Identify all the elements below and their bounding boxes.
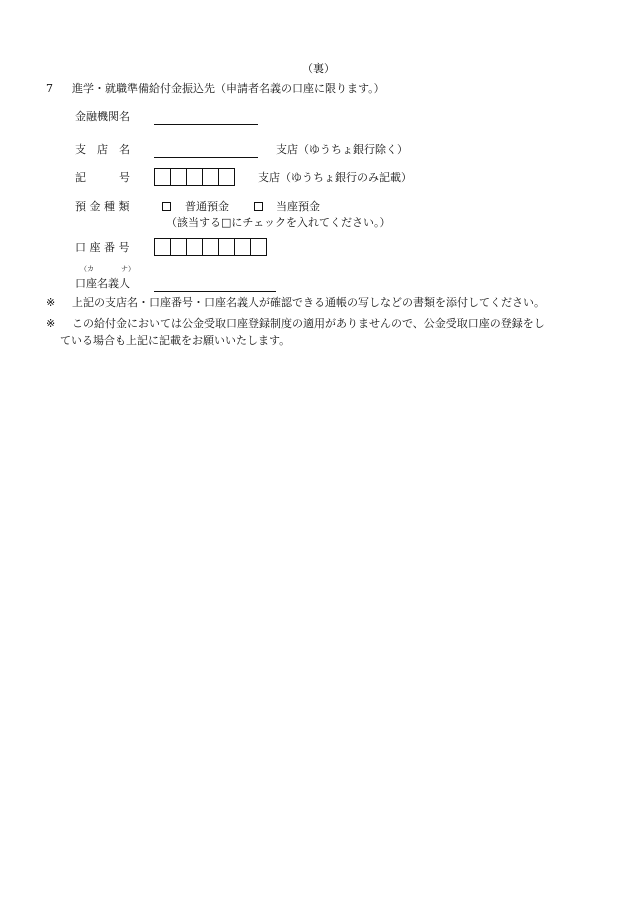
account-digit-box[interactable] bbox=[170, 238, 187, 256]
kana-ruby-na: ナ） bbox=[121, 265, 135, 273]
note-mark: ※ bbox=[46, 296, 56, 309]
checking-deposit-label: 当座預金 bbox=[276, 200, 320, 213]
page-side-label: （裏） bbox=[302, 62, 335, 75]
account-holder-field[interactable] bbox=[154, 291, 276, 292]
branch-suffix: 支店（ゆうちょ銀行除く） bbox=[276, 143, 408, 156]
account-digit-box[interactable] bbox=[186, 238, 203, 256]
symbol-digit-box[interactable] bbox=[202, 168, 219, 186]
account-holder-label: 口座名義人 bbox=[75, 277, 130, 290]
account-number-boxes[interactable] bbox=[154, 238, 266, 257]
deposit-type-note: （該当する□にチェックを入れてください。） bbox=[166, 216, 391, 229]
bank-name-field[interactable] bbox=[154, 124, 258, 125]
symbol-boxes[interactable] bbox=[154, 168, 234, 187]
symbol-label: 記 号 bbox=[75, 171, 130, 184]
account-digit-box[interactable] bbox=[218, 238, 235, 256]
account-digit-box[interactable] bbox=[234, 238, 251, 256]
ordinary-deposit-label: 普通預金 bbox=[185, 200, 229, 213]
branch-label: 支 店 名 bbox=[75, 143, 130, 156]
checking-deposit-checkbox[interactable] bbox=[254, 202, 263, 211]
note-2-line-2: ている場合も上記に記載をお願いいたします。 bbox=[60, 334, 291, 347]
symbol-digit-box[interactable] bbox=[170, 168, 187, 186]
account-number-label: 口 座 番 号 bbox=[75, 241, 130, 254]
symbol-suffix: 支店（ゆうちょ銀行のみ記載） bbox=[258, 171, 412, 184]
branch-name-field[interactable] bbox=[154, 157, 258, 158]
section-number: 7 bbox=[46, 82, 53, 95]
ordinary-deposit-checkbox[interactable] bbox=[162, 202, 171, 211]
note-mark: ※ bbox=[46, 317, 56, 330]
note-2-line-1: この給付金においては公金受取口座登録制度の適用がありませんので、公金受取口座の登録をし bbox=[72, 317, 545, 330]
account-digit-box[interactable] bbox=[154, 238, 171, 256]
section-title: 進学・就職準備給付金振込先（申請者名義の口座に限ります。） bbox=[72, 82, 385, 95]
symbol-digit-box[interactable] bbox=[186, 168, 203, 186]
note-1: 上記の支店名・口座番号・口座名義人が確認できる通帳の写しなどの書類を添付してください。 bbox=[72, 296, 545, 309]
symbol-digit-box[interactable] bbox=[218, 168, 235, 186]
symbol-digit-box[interactable] bbox=[154, 168, 171, 186]
bank-name-label: 金融機関名 bbox=[75, 110, 130, 123]
account-digit-box[interactable] bbox=[250, 238, 267, 256]
account-digit-box[interactable] bbox=[202, 238, 219, 256]
kana-ruby-ka: （カ bbox=[80, 265, 94, 273]
deposit-type-label: 預 金 種 類 bbox=[75, 200, 130, 213]
